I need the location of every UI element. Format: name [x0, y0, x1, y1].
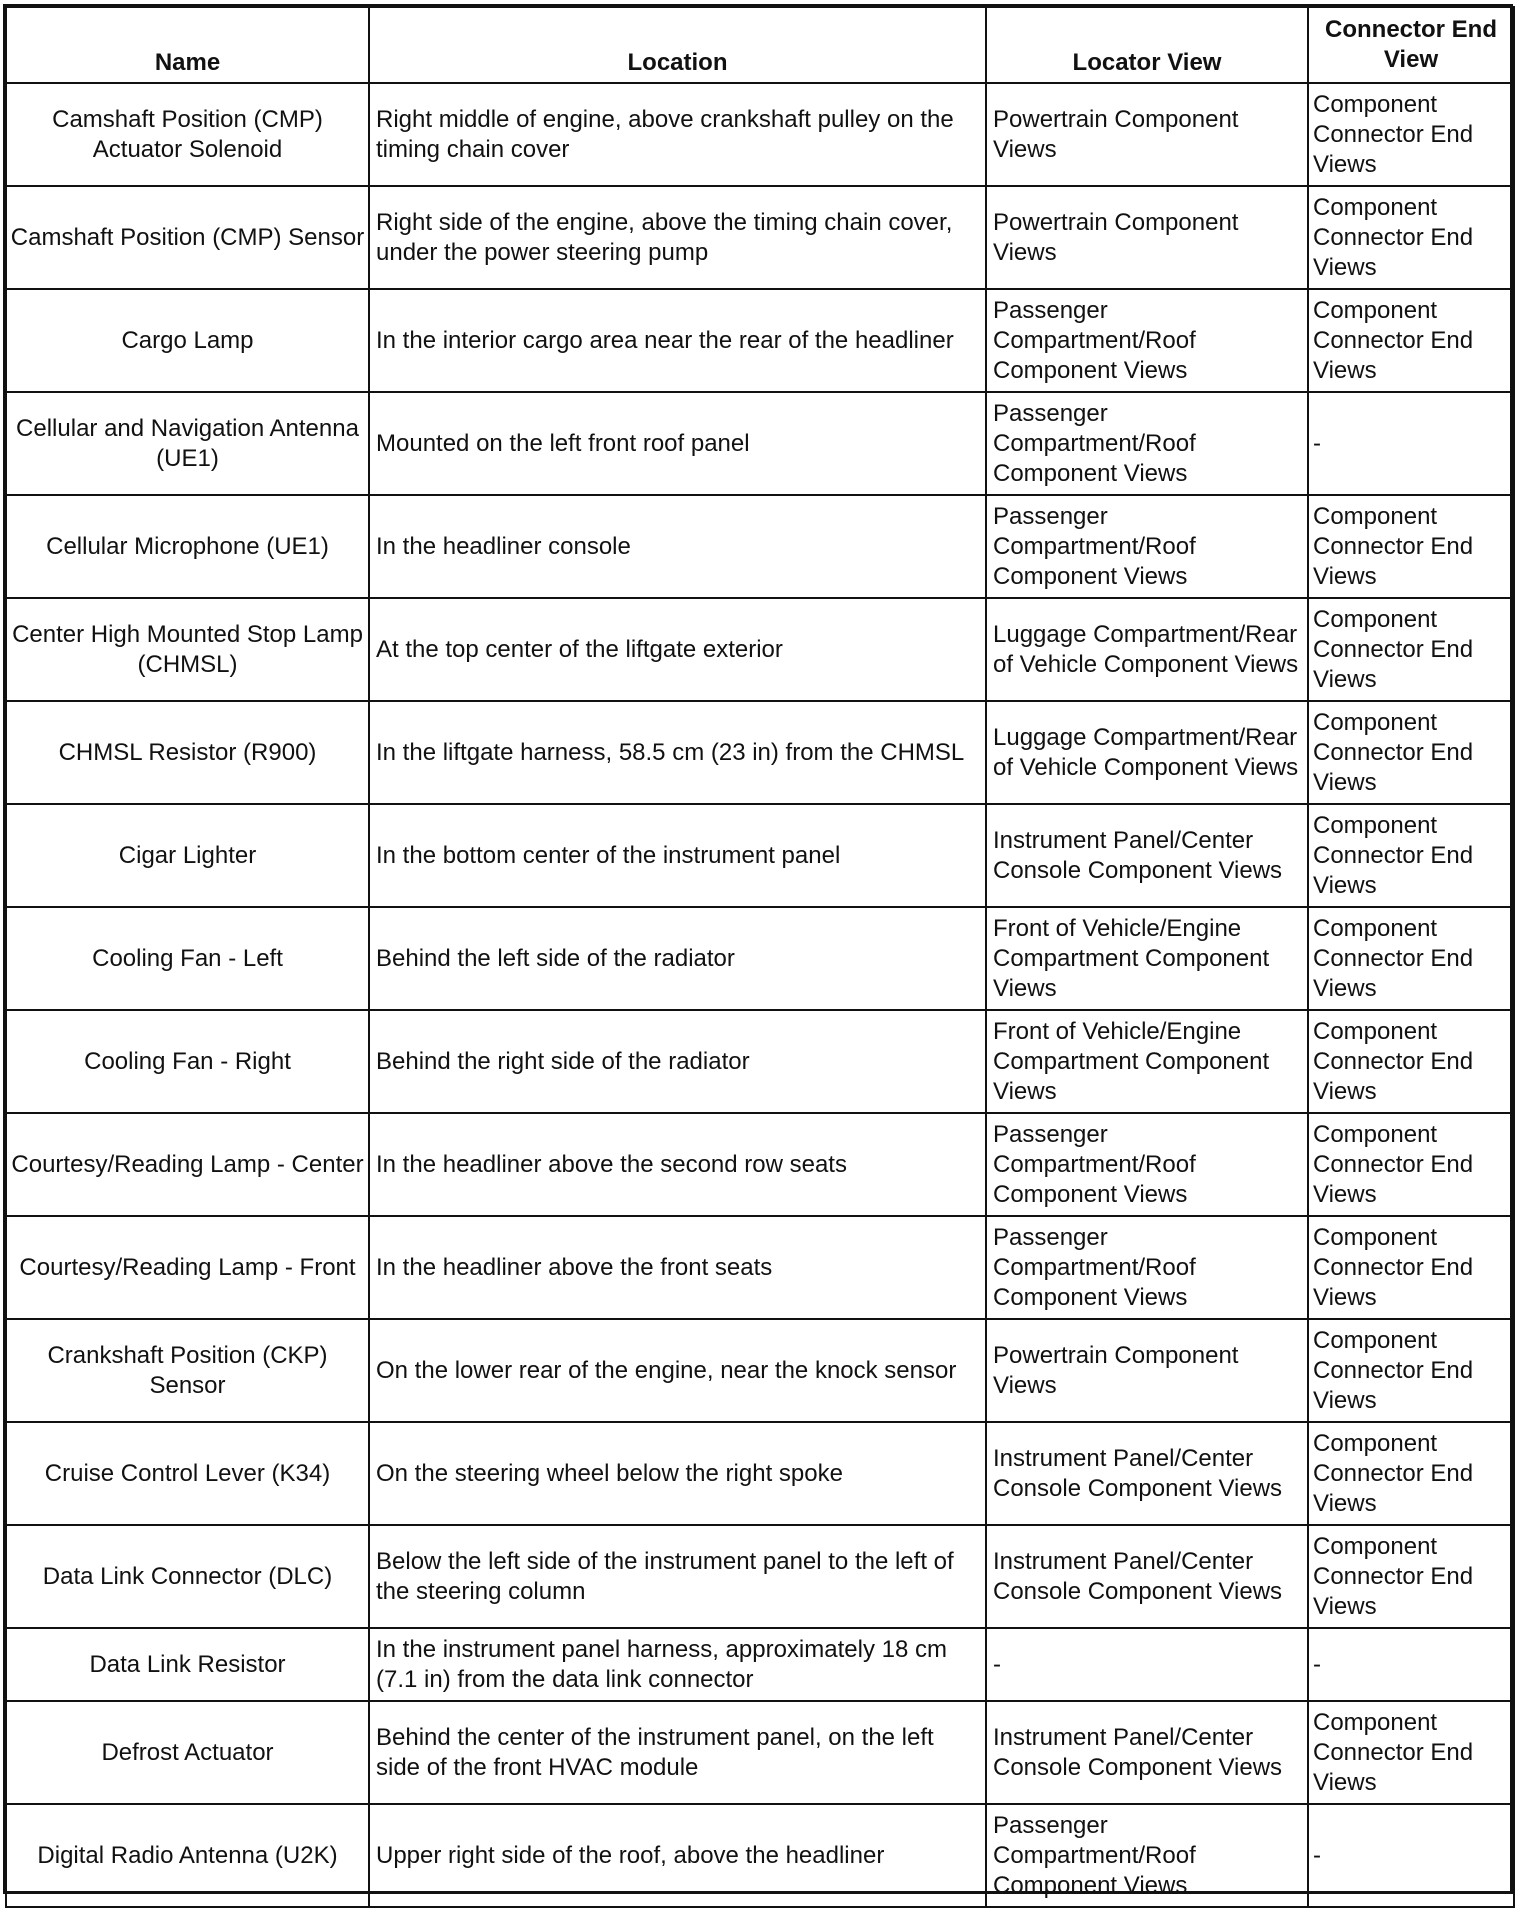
cell-locator-view: Passenger Compartment/Roof Component Views	[986, 495, 1308, 598]
cell-connector-end-view: Component Connector End Views	[1308, 804, 1514, 907]
cell-locator-view: Front of Vehicle/Engine Compartment Component Views	[986, 1010, 1308, 1113]
cell-name: Digital Radio Antenna (U2K)	[6, 1804, 369, 1907]
cell-name: CHMSL Resistor (R900)	[6, 701, 369, 804]
cell-locator-view: Passenger Compartment/Roof Component Views	[986, 392, 1308, 495]
cell-name: Courtesy/Reading Lamp - Center	[6, 1113, 369, 1216]
cell-locator-view: Passenger Compartment/Roof Component Views	[986, 1113, 1308, 1216]
table-row	[6, 1628, 1514, 1701]
table-row	[6, 1525, 1514, 1628]
cell-connector-end-view: Component Connector End Views	[1308, 83, 1514, 186]
cell-locator-view: Instrument Panel/Center Console Component Views	[986, 1422, 1308, 1525]
cell-location: On the steering wheel below the right spoke	[369, 1422, 986, 1525]
table-header-row	[6, 7, 1514, 83]
cell-locator-view: Passenger Compartment/Roof Component Views	[986, 1216, 1308, 1319]
cell-locator-view: Instrument Panel/Center Console Component Views	[986, 804, 1308, 907]
cell-connector-end-view: Component Connector End Views	[1308, 186, 1514, 289]
table-row	[6, 1422, 1514, 1525]
cell-name: Cigar Lighter	[6, 804, 369, 907]
cell-locator-view: Luggage Compartment/Rear of Vehicle Component Views	[986, 598, 1308, 701]
header-connector-end-view: Connector End View	[1308, 7, 1514, 83]
cell-name: Cellular and Navigation Antenna (UE1)	[6, 392, 369, 495]
cell-location: In the headliner above the second row seats	[369, 1113, 986, 1216]
cell-locator-view: Powertrain Component Views	[986, 83, 1308, 186]
cell-name: Cooling Fan - Left	[6, 907, 369, 1010]
cell-location: In the headliner above the front seats	[369, 1216, 986, 1319]
cell-location: Below the left side of the instrument panel to the left of the steering column	[369, 1525, 986, 1628]
cell-location: In the liftgate harness, 58.5 cm (23 in) from the CHMSL	[369, 701, 986, 804]
cell-connector-end-view: -	[1308, 1628, 1514, 1701]
cell-locator-view: Passenger Compartment/Roof Component Views	[986, 289, 1308, 392]
cell-name: Courtesy/Reading Lamp - Front	[6, 1216, 369, 1319]
cell-name: Camshaft Position (CMP) Sensor	[6, 186, 369, 289]
table-row	[6, 495, 1514, 598]
cell-location: Behind the left side of the radiator	[369, 907, 986, 1010]
cell-location: In the instrument panel harness, approximately 18 cm (7.1 in) from the data link connector	[369, 1628, 986, 1701]
table-row	[6, 392, 1514, 495]
cell-connector-end-view: Component Connector End Views	[1308, 907, 1514, 1010]
cell-connector-end-view: Component Connector End Views	[1308, 1701, 1514, 1804]
cell-location: Upper right side of the roof, above the headliner	[369, 1804, 986, 1907]
cell-connector-end-view: Component Connector End Views	[1308, 289, 1514, 392]
table-row	[6, 186, 1514, 289]
cell-connector-end-view: Component Connector End Views	[1308, 495, 1514, 598]
cell-location: Right side of the engine, above the timing chain cover, under the power steering pump	[369, 186, 986, 289]
cell-connector-end-view: Component Connector End Views	[1308, 1010, 1514, 1113]
cell-name: Cargo Lamp	[6, 289, 369, 392]
table-row	[6, 1216, 1514, 1319]
header-locator-view: Locator View	[986, 7, 1308, 83]
cell-locator-view: Front of Vehicle/Engine Compartment Component Views	[986, 907, 1308, 1010]
cell-connector-end-view: Component Connector End Views	[1308, 701, 1514, 804]
cell-locator-view: Powertrain Component Views	[986, 1319, 1308, 1422]
cell-name: Camshaft Position (CMP) Actuator Solenoid	[6, 83, 369, 186]
cell-location: Right middle of engine, above crankshaft pulley on the timing chain cover	[369, 83, 986, 186]
table-row	[6, 598, 1514, 701]
table-row	[6, 907, 1514, 1010]
cell-location: In the bottom center of the instrument panel	[369, 804, 986, 907]
cell-location: Behind the center of the instrument panel, on the left side of the front HVAC module	[369, 1701, 986, 1804]
cell-locator-view: -	[986, 1628, 1308, 1701]
cell-connector-end-view: Component Connector End Views	[1308, 1319, 1514, 1422]
cell-name: Cooling Fan - Right	[6, 1010, 369, 1113]
table-row	[6, 701, 1514, 804]
cell-locator-view: Instrument Panel/Center Console Component Views	[986, 1525, 1308, 1628]
cell-location: At the top center of the liftgate exterior	[369, 598, 986, 701]
cell-name: Cruise Control Lever (K34)	[6, 1422, 369, 1525]
cell-connector-end-view: Component Connector End Views	[1308, 1113, 1514, 1216]
cell-location: Mounted on the left front roof panel	[369, 392, 986, 495]
table-row	[6, 289, 1514, 392]
cell-locator-view: Luggage Compartment/Rear of Vehicle Component Views	[986, 701, 1308, 804]
cell-name: Data Link Connector (DLC)	[6, 1525, 369, 1628]
cell-name: Data Link Resistor	[6, 1628, 369, 1701]
cell-location: In the headliner console	[369, 495, 986, 598]
cell-location: On the lower rear of the engine, near the knock sensor	[369, 1319, 986, 1422]
cell-name: Crankshaft Position (CKP) Sensor	[6, 1319, 369, 1422]
cell-connector-end-view: -	[1308, 1804, 1514, 1907]
table-row	[6, 1804, 1514, 1907]
cell-connector-end-view: Component Connector End Views	[1308, 1422, 1514, 1525]
header-name: Name	[6, 7, 369, 83]
cell-location: In the interior cargo area near the rear of the headliner	[369, 289, 986, 392]
table-row	[6, 83, 1514, 186]
table-row	[6, 1010, 1514, 1113]
cell-connector-end-view: Component Connector End Views	[1308, 598, 1514, 701]
table-row	[6, 1701, 1514, 1804]
cell-location: Behind the right side of the radiator	[369, 1010, 986, 1113]
cell-connector-end-view: -	[1308, 392, 1514, 495]
table-row	[6, 1113, 1514, 1216]
cell-name: Defrost Actuator	[6, 1701, 369, 1804]
cell-connector-end-view: Component Connector End Views	[1308, 1525, 1514, 1628]
cell-name: Center High Mounted Stop Lamp (CHMSL)	[6, 598, 369, 701]
header-location: Location	[369, 7, 986, 83]
component-locator-table	[5, 6, 1515, 1908]
cell-locator-view: Passenger Compartment/Roof Component Views	[986, 1804, 1308, 1907]
cell-name: Cellular Microphone (UE1)	[6, 495, 369, 598]
cell-connector-end-view: Component Connector End Views	[1308, 1216, 1514, 1319]
cell-locator-view: Powertrain Component Views	[986, 186, 1308, 289]
table-row	[6, 804, 1514, 907]
table-row	[6, 1319, 1514, 1422]
cell-locator-view: Instrument Panel/Center Console Component Views	[986, 1701, 1308, 1804]
